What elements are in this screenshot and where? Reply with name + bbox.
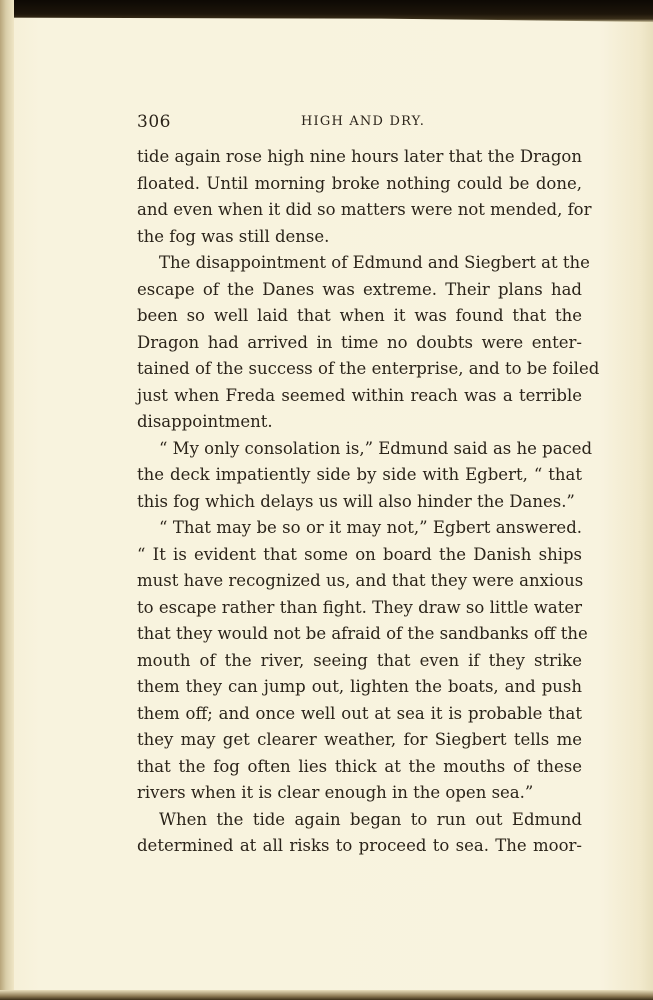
text-line: When the tide again began to run out Edmund — [159, 809, 582, 829]
text-line: “ My only consolation is,” Edmund said as he paced — [159, 438, 593, 458]
running-head — [137, 112, 577, 134]
text-line: been so well laid that when it was found that the — [137, 306, 582, 325]
text-line: them off; and once well out at sea it is probable that — [137, 703, 582, 723]
text-line: the fog was still dense. — [137, 226, 330, 246]
page-left-binding-edge — [0, 0, 14, 1000]
text-line: disappointment. — [137, 412, 273, 431]
text-line: them they can jump out, lighten the boats, and push — [137, 677, 582, 696]
text-line: the deck impatiently side by side with Egbert, “ that — [137, 465, 582, 484]
text-line: rivers when it is clear enough in the open sea.” — [137, 783, 534, 802]
text-line: just when Freda seemed within reach was a terrible — [137, 385, 582, 405]
text-line: that they would not be afraid of the sandbanks off the — [137, 624, 588, 643]
text-line: “ It is evident that some on board the Danish ships — [137, 544, 582, 564]
text-line: Dragon had arrived in time no doubts were enter- — [137, 332, 582, 352]
text-line: they may get clearer weather, for Siegbert tells me — [137, 730, 582, 749]
text-line: escape of the Danes was extreme. Their plans had — [137, 279, 582, 299]
text-line: that the fog often lies thick at the mouths of these — [137, 756, 582, 776]
text-line: this fog which delays us will also hinder the Danes.” — [137, 491, 575, 511]
text-line: tide again rose high nine hours later that the Dragon — [137, 147, 582, 166]
page-top-edge-shadow — [0, 0, 653, 22]
text-line: “ That may be so or it may not,” Egbert answered. — [159, 518, 582, 537]
page-bottom-edge-shadow — [0, 990, 653, 1000]
text-line: floated. Until morning broke nothing could be done, — [137, 173, 582, 193]
text-line: to escape rather than fight. They draw so little water — [137, 597, 582, 617]
body-text — [137, 144, 600, 860]
page-number: 306 — [137, 112, 171, 132]
running-title: HIGH AND DRY. — [301, 114, 426, 129]
text-line: determined at all risks to proceed to sea. The moor- — [137, 836, 582, 855]
text-line: must have recognized us, and that they were anxious — [137, 571, 584, 590]
text-line: and even when it did so matters were not mended, for — [137, 200, 592, 219]
text-line: tained of the success of the enterprise, and to be foiled — [137, 359, 600, 378]
text-line: mouth of the river, seeing that even if they strike — [137, 650, 582, 670]
text-line: The disappointment of Edmund and Siegbert at the — [159, 253, 590, 272]
